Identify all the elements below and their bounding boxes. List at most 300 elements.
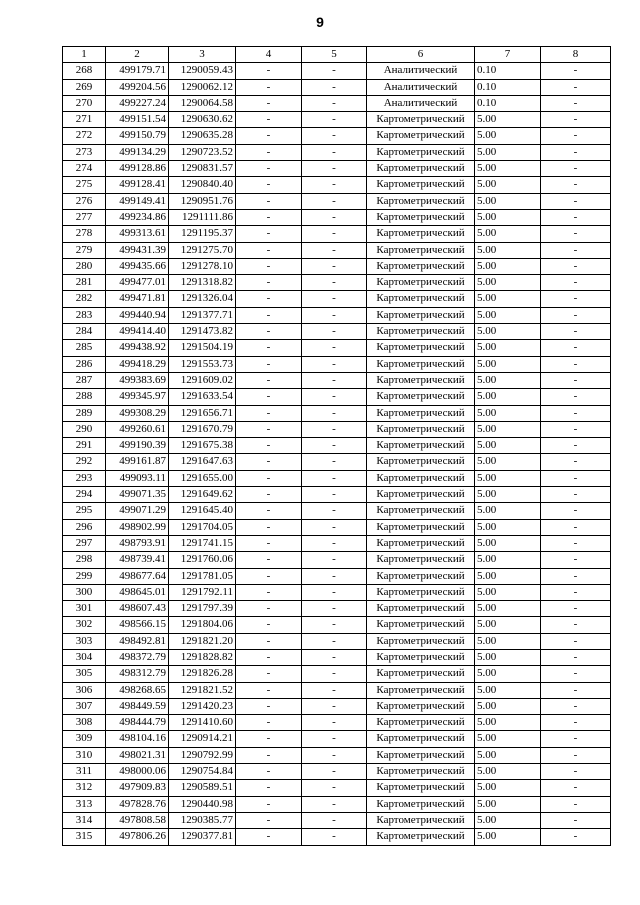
column-8-cell: - [541, 617, 611, 633]
x-coordinate-cell: 499440.94 [106, 307, 169, 323]
table-row [63, 682, 611, 698]
column-8-cell: - [541, 503, 611, 519]
x-coordinate-cell: 499313.61 [106, 226, 169, 242]
x-coordinate-cell: 497909.83 [106, 780, 169, 796]
column-8-cell: - [541, 535, 611, 551]
x-coordinate-cell: 499093.11 [106, 470, 169, 486]
method-cell: Картометрический [367, 552, 475, 568]
accuracy-cell: 5.00 [475, 601, 541, 617]
column-4-cell: - [236, 112, 302, 128]
y-coordinate-cell: 1291473.82 [169, 324, 236, 340]
table-row [63, 633, 611, 649]
column-8-cell: - [541, 568, 611, 584]
column-5-cell: - [302, 421, 367, 437]
x-coordinate-cell: 499418.29 [106, 356, 169, 372]
table-row [63, 340, 611, 356]
column-8-cell: - [541, 307, 611, 323]
accuracy-cell: 5.00 [475, 796, 541, 812]
method-cell: Картометрический [367, 193, 475, 209]
accuracy-cell: 0.10 [475, 95, 541, 111]
accuracy-cell: 5.00 [475, 584, 541, 600]
column-5-cell: - [302, 584, 367, 600]
table-row [63, 405, 611, 421]
method-cell: Картометрический [367, 535, 475, 551]
method-cell: Картометрический [367, 487, 475, 503]
table-row [63, 372, 611, 388]
y-coordinate-cell: 1290914.21 [169, 731, 236, 747]
y-coordinate-cell: 1291821.52 [169, 682, 236, 698]
column-5-cell: - [302, 177, 367, 193]
point-number-cell: 294 [63, 487, 106, 503]
method-cell: Картометрический [367, 421, 475, 437]
column-8-cell: - [541, 552, 611, 568]
x-coordinate-cell: 499471.81 [106, 291, 169, 307]
y-coordinate-cell: 1291655.00 [169, 470, 236, 486]
column-4-cell: - [236, 144, 302, 160]
column-5-cell: - [302, 112, 367, 128]
column-5-cell: - [302, 128, 367, 144]
point-number-cell: 269 [63, 79, 106, 95]
column-8-cell: - [541, 519, 611, 535]
accuracy-cell: 5.00 [475, 747, 541, 763]
column-4-cell: - [236, 226, 302, 242]
column-4-cell: - [236, 666, 302, 682]
accuracy-cell: 5.00 [475, 503, 541, 519]
method-cell: Картометрический [367, 698, 475, 714]
column-8-cell: - [541, 649, 611, 665]
table-row [63, 698, 611, 714]
method-cell: Картометрический [367, 780, 475, 796]
table-row [63, 617, 611, 633]
x-coordinate-cell: 498677.64 [106, 568, 169, 584]
x-coordinate-cell: 499260.61 [106, 421, 169, 437]
point-number-cell: 291 [63, 438, 106, 454]
column-5-cell: - [302, 666, 367, 682]
column-8-cell: - [541, 731, 611, 747]
column-4-cell: - [236, 812, 302, 828]
y-coordinate-cell: 1291741.15 [169, 535, 236, 551]
column-5-cell: - [302, 747, 367, 763]
column-4-cell: - [236, 307, 302, 323]
column-4-cell: - [236, 780, 302, 796]
table-row [63, 258, 611, 274]
point-number-cell: 314 [63, 812, 106, 828]
column-4-cell: - [236, 487, 302, 503]
y-coordinate-cell: 1291792.11 [169, 584, 236, 600]
point-number-cell: 274 [63, 161, 106, 177]
x-coordinate-cell: 499204.56 [106, 79, 169, 95]
column-8-cell: - [541, 193, 611, 209]
column-4-cell: - [236, 291, 302, 307]
column-5-cell: - [302, 649, 367, 665]
column-5-cell: - [302, 356, 367, 372]
column-4-cell: - [236, 275, 302, 291]
column-5-cell: - [302, 340, 367, 356]
y-coordinate-cell: 1291781.05 [169, 568, 236, 584]
x-coordinate-cell: 499435.66 [106, 258, 169, 274]
accuracy-cell: 5.00 [475, 470, 541, 486]
column-5-cell: - [302, 372, 367, 388]
method-cell: Картометрический [367, 649, 475, 665]
accuracy-cell: 5.00 [475, 340, 541, 356]
accuracy-cell: 5.00 [475, 161, 541, 177]
column-8-cell: - [541, 291, 611, 307]
y-coordinate-cell: 1290589.51 [169, 780, 236, 796]
y-coordinate-cell: 1291111.86 [169, 209, 236, 225]
point-number-cell: 297 [63, 535, 106, 551]
x-coordinate-cell: 498739.41 [106, 552, 169, 568]
column-5-cell: - [302, 601, 367, 617]
accuracy-cell: 5.00 [475, 144, 541, 160]
x-coordinate-cell: 498449.59 [106, 698, 169, 714]
method-cell: Картометрический [367, 617, 475, 633]
method-cell: Картометрический [367, 747, 475, 763]
column-5-cell: - [302, 470, 367, 486]
x-coordinate-cell: 499345.97 [106, 389, 169, 405]
x-coordinate-cell: 498104.16 [106, 731, 169, 747]
point-number-cell: 282 [63, 291, 106, 307]
table-row [63, 487, 611, 503]
column-5-cell: - [302, 698, 367, 714]
x-coordinate-cell: 498607.43 [106, 601, 169, 617]
point-number-cell: 279 [63, 242, 106, 258]
table-row [63, 764, 611, 780]
x-coordinate-cell: 498372.79 [106, 649, 169, 665]
accuracy-cell: 5.00 [475, 535, 541, 551]
column-5-cell: - [302, 552, 367, 568]
accuracy-cell: 5.00 [475, 421, 541, 437]
y-coordinate-cell: 1290792.99 [169, 747, 236, 763]
method-cell: Аналитический [367, 79, 475, 95]
table-row [63, 666, 611, 682]
y-coordinate-cell: 1291326.04 [169, 291, 236, 307]
method-cell: Картометрический [367, 454, 475, 470]
column-8-cell: - [541, 796, 611, 812]
x-coordinate-cell: 497828.76 [106, 796, 169, 812]
accuracy-cell: 5.00 [475, 193, 541, 209]
column-8-cell: - [541, 421, 611, 437]
table-row [63, 79, 611, 95]
column-4-cell: - [236, 829, 302, 845]
y-coordinate-cell: 1290440.98 [169, 796, 236, 812]
y-coordinate-cell: 1291828.82 [169, 649, 236, 665]
column-5-cell: - [302, 503, 367, 519]
accuracy-cell: 5.00 [475, 258, 541, 274]
column-8-cell: - [541, 356, 611, 372]
point-number-cell: 295 [63, 503, 106, 519]
point-number-cell: 277 [63, 209, 106, 225]
column-8-cell: - [541, 340, 611, 356]
column-5-cell: - [302, 487, 367, 503]
method-cell: Картометрический [367, 796, 475, 812]
point-number-cell: 302 [63, 617, 106, 633]
method-cell: Картометрический [367, 144, 475, 160]
accuracy-cell: 5.00 [475, 275, 541, 291]
column-5-cell: - [302, 535, 367, 551]
column-8-cell: - [541, 258, 611, 274]
column-5-cell: - [302, 95, 367, 111]
y-coordinate-cell: 1291195.37 [169, 226, 236, 242]
point-number-cell: 285 [63, 340, 106, 356]
accuracy-cell: 5.00 [475, 291, 541, 307]
accuracy-cell: 5.00 [475, 112, 541, 128]
point-number-cell: 296 [63, 519, 106, 535]
accuracy-cell: 5.00 [475, 405, 541, 421]
x-coordinate-cell: 499234.86 [106, 209, 169, 225]
column-8-cell: - [541, 79, 611, 95]
point-number-cell: 304 [63, 649, 106, 665]
column-8-cell: - [541, 226, 611, 242]
accuracy-cell: 5.00 [475, 649, 541, 665]
column-4-cell: - [236, 796, 302, 812]
point-number-cell: 313 [63, 796, 106, 812]
column-header-3: 3 [169, 47, 236, 63]
point-number-cell: 268 [63, 63, 106, 79]
table-row [63, 226, 611, 242]
method-cell: Картометрический [367, 226, 475, 242]
column-8-cell: - [541, 275, 611, 291]
y-coordinate-cell: 1291675.38 [169, 438, 236, 454]
column-5-cell: - [302, 226, 367, 242]
x-coordinate-cell: 499134.29 [106, 144, 169, 160]
method-cell: Картометрический [367, 731, 475, 747]
y-coordinate-cell: 1290059.43 [169, 63, 236, 79]
y-coordinate-cell: 1291656.71 [169, 405, 236, 421]
y-coordinate-cell: 1290385.77 [169, 812, 236, 828]
method-cell: Картометрический [367, 258, 475, 274]
point-number-cell: 280 [63, 258, 106, 274]
table-row [63, 421, 611, 437]
column-8-cell: - [541, 715, 611, 731]
y-coordinate-cell: 1291275.70 [169, 242, 236, 258]
column-8-cell: - [541, 764, 611, 780]
method-cell: Картометрический [367, 584, 475, 600]
column-8-cell: - [541, 747, 611, 763]
y-coordinate-cell: 1290754.84 [169, 764, 236, 780]
column-8-cell: - [541, 324, 611, 340]
method-cell: Картометрический [367, 601, 475, 617]
column-header-1: 1 [63, 47, 106, 63]
table-row [63, 535, 611, 551]
column-8-cell: - [541, 601, 611, 617]
table-row [63, 519, 611, 535]
method-cell: Картометрический [367, 715, 475, 731]
y-coordinate-cell: 1291649.62 [169, 487, 236, 503]
point-number-cell: 287 [63, 372, 106, 388]
table-row [63, 454, 611, 470]
accuracy-cell: 5.00 [475, 438, 541, 454]
point-number-cell: 301 [63, 601, 106, 617]
accuracy-cell: 0.10 [475, 63, 541, 79]
y-coordinate-cell: 1291826.28 [169, 666, 236, 682]
column-5-cell: - [302, 617, 367, 633]
y-coordinate-cell: 1290840.40 [169, 177, 236, 193]
x-coordinate-cell: 499414.40 [106, 324, 169, 340]
point-number-cell: 272 [63, 128, 106, 144]
point-number-cell: 290 [63, 421, 106, 437]
x-coordinate-cell: 499150.79 [106, 128, 169, 144]
method-cell: Картометрический [367, 633, 475, 649]
column-5-cell: - [302, 780, 367, 796]
y-coordinate-cell: 1290831.57 [169, 161, 236, 177]
column-4-cell: - [236, 454, 302, 470]
table-row [63, 291, 611, 307]
table-row [63, 552, 611, 568]
x-coordinate-cell: 498902.99 [106, 519, 169, 535]
column-header-4: 4 [236, 47, 302, 63]
accuracy-cell: 5.00 [475, 128, 541, 144]
point-number-cell: 281 [63, 275, 106, 291]
column-4-cell: - [236, 649, 302, 665]
column-8-cell: - [541, 177, 611, 193]
point-number-cell: 311 [63, 764, 106, 780]
column-5-cell: - [302, 764, 367, 780]
x-coordinate-cell: 499071.35 [106, 487, 169, 503]
x-coordinate-cell: 498566.15 [106, 617, 169, 633]
method-cell: Картометрический [367, 112, 475, 128]
column-5-cell: - [302, 389, 367, 405]
column-8-cell: - [541, 666, 611, 682]
column-4-cell: - [236, 535, 302, 551]
point-number-cell: 310 [63, 747, 106, 763]
x-coordinate-cell: 499431.39 [106, 242, 169, 258]
table-row [63, 209, 611, 225]
column-4-cell: - [236, 519, 302, 535]
column-header-7: 7 [475, 47, 541, 63]
column-5-cell: - [302, 715, 367, 731]
accuracy-cell: 5.00 [475, 372, 541, 388]
y-coordinate-cell: 1291645.40 [169, 503, 236, 519]
point-number-cell: 289 [63, 405, 106, 421]
column-4-cell: - [236, 79, 302, 95]
x-coordinate-cell: 499128.41 [106, 177, 169, 193]
table-row [63, 438, 611, 454]
x-coordinate-cell: 499161.87 [106, 454, 169, 470]
y-coordinate-cell: 1291410.60 [169, 715, 236, 731]
x-coordinate-cell: 498268.65 [106, 682, 169, 698]
table-row [63, 389, 611, 405]
column-5-cell: - [302, 454, 367, 470]
column-8-cell: - [541, 829, 611, 845]
y-coordinate-cell: 1291821.20 [169, 633, 236, 649]
x-coordinate-cell: 498492.81 [106, 633, 169, 649]
table-row [63, 601, 611, 617]
accuracy-cell: 5.00 [475, 226, 541, 242]
coordinates-table [62, 46, 611, 846]
column-5-cell: - [302, 63, 367, 79]
method-cell: Картометрический [367, 503, 475, 519]
column-header-2: 2 [106, 47, 169, 63]
point-number-cell: 306 [63, 682, 106, 698]
column-4-cell: - [236, 682, 302, 698]
point-number-cell: 299 [63, 568, 106, 584]
table-row [63, 177, 611, 193]
point-number-cell: 284 [63, 324, 106, 340]
column-4-cell: - [236, 161, 302, 177]
table-row [63, 128, 611, 144]
column-5-cell: - [302, 633, 367, 649]
method-cell: Картометрический [367, 829, 475, 845]
x-coordinate-cell: 499149.41 [106, 193, 169, 209]
point-number-cell: 270 [63, 95, 106, 111]
column-4-cell: - [236, 324, 302, 340]
column-8-cell: - [541, 438, 611, 454]
table-row [63, 275, 611, 291]
column-4-cell: - [236, 438, 302, 454]
column-4-cell: - [236, 747, 302, 763]
column-4-cell: - [236, 193, 302, 209]
x-coordinate-cell: 499438.92 [106, 340, 169, 356]
column-5-cell: - [302, 812, 367, 828]
table-row [63, 193, 611, 209]
method-cell: Аналитический [367, 63, 475, 79]
table-row [63, 780, 611, 796]
y-coordinate-cell: 1291760.06 [169, 552, 236, 568]
point-number-cell: 292 [63, 454, 106, 470]
x-coordinate-cell: 499308.29 [106, 405, 169, 421]
table-header-row [63, 47, 611, 63]
y-coordinate-cell: 1291504.19 [169, 340, 236, 356]
y-coordinate-cell: 1290377.81 [169, 829, 236, 845]
x-coordinate-cell: 498312.79 [106, 666, 169, 682]
y-coordinate-cell: 1290635.28 [169, 128, 236, 144]
table-row [63, 324, 611, 340]
accuracy-cell: 5.00 [475, 177, 541, 193]
column-5-cell: - [302, 324, 367, 340]
table-row [63, 812, 611, 828]
y-coordinate-cell: 1291377.71 [169, 307, 236, 323]
column-5-cell: - [302, 829, 367, 845]
column-5-cell: - [302, 438, 367, 454]
column-4-cell: - [236, 389, 302, 405]
column-4-cell: - [236, 405, 302, 421]
point-number-cell: 278 [63, 226, 106, 242]
method-cell: Картометрический [367, 389, 475, 405]
column-4-cell: - [236, 633, 302, 649]
accuracy-cell: 5.00 [475, 324, 541, 340]
y-coordinate-cell: 1291670.79 [169, 421, 236, 437]
column-4-cell: - [236, 209, 302, 225]
table-row [63, 715, 611, 731]
x-coordinate-cell: 497808.58 [106, 812, 169, 828]
table-row [63, 731, 611, 747]
column-4-cell: - [236, 601, 302, 617]
accuracy-cell: 5.00 [475, 568, 541, 584]
point-number-cell: 309 [63, 731, 106, 747]
accuracy-cell: 5.00 [475, 209, 541, 225]
column-4-cell: - [236, 177, 302, 193]
column-8-cell: - [541, 128, 611, 144]
accuracy-cell: 5.00 [475, 764, 541, 780]
y-coordinate-cell: 1291647.63 [169, 454, 236, 470]
x-coordinate-cell: 499190.39 [106, 438, 169, 454]
accuracy-cell: 5.00 [475, 731, 541, 747]
y-coordinate-cell: 1291420.23 [169, 698, 236, 714]
column-8-cell: - [541, 95, 611, 111]
accuracy-cell: 5.00 [475, 356, 541, 372]
column-5-cell: - [302, 193, 367, 209]
x-coordinate-cell: 499071.29 [106, 503, 169, 519]
accuracy-cell: 5.00 [475, 242, 541, 258]
x-coordinate-cell: 498021.31 [106, 747, 169, 763]
x-coordinate-cell: 498444.79 [106, 715, 169, 731]
y-coordinate-cell: 1290630.62 [169, 112, 236, 128]
table-row [63, 161, 611, 177]
table-row [63, 307, 611, 323]
x-coordinate-cell: 498000.06 [106, 764, 169, 780]
column-8-cell: - [541, 242, 611, 258]
column-4-cell: - [236, 552, 302, 568]
